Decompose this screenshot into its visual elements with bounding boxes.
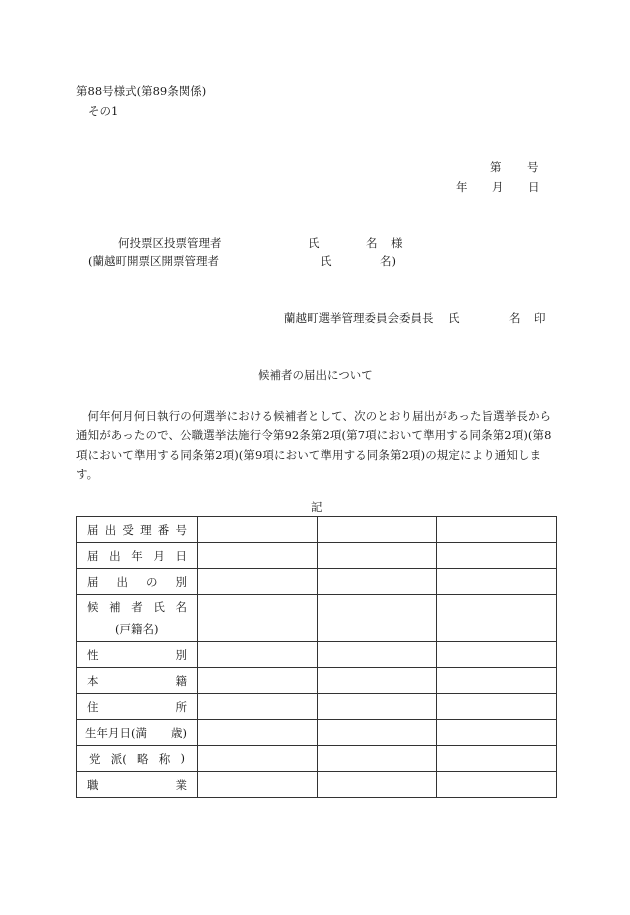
doc-number-dai: 第 [490, 160, 502, 174]
table-cell [437, 772, 557, 798]
table-cell [198, 642, 318, 668]
table-cell [437, 746, 557, 772]
table-row [77, 543, 557, 569]
table-cell [318, 772, 437, 798]
row-label-receipt-number: 届 出 受 理 番 号 [77, 517, 198, 543]
table-cell [318, 746, 437, 772]
table-cell [318, 668, 437, 694]
table-cell [437, 569, 557, 595]
addressee-title-1: 何投票区投票管理者 [118, 236, 222, 250]
table-row [77, 595, 557, 642]
form-sub-number: その1 [88, 104, 119, 118]
addressee-mei-2: 名) [380, 254, 396, 268]
addressee-title-2: (蘭越町開票区開票管理者 [88, 254, 219, 268]
table-row [77, 772, 557, 798]
table-row [77, 517, 557, 543]
table-cell [437, 668, 557, 694]
row-label-domicile: 本 籍 [77, 668, 198, 694]
row-label-address: 住 所 [77, 694, 198, 720]
table-cell [198, 595, 318, 642]
table-cell [437, 517, 557, 543]
table-cell [437, 720, 557, 746]
addressee-shi-2: 氏 [320, 254, 332, 268]
table-cell [198, 694, 318, 720]
table-cell [198, 720, 318, 746]
registered-name-note: (戸籍名) [115, 622, 159, 636]
table-row [77, 720, 557, 746]
table-row [77, 642, 557, 668]
table-row [77, 569, 557, 595]
row-label-filing-type: 届 出 の 別 [77, 569, 198, 595]
table-cell [437, 543, 557, 569]
table-cell [437, 694, 557, 720]
notification-table [76, 516, 557, 798]
row-label-gender: 性 別 [77, 642, 198, 668]
row-label-filing-date: 届 出 年 月 日 [77, 543, 198, 569]
row-label-candidate-name: 候 補 者 氏 名 (戸籍名) [77, 595, 198, 642]
ki-label: 記 [311, 500, 323, 514]
form-number: 第88号様式(第89条関係) [76, 84, 207, 98]
date-day: 日 [528, 180, 540, 194]
table-cell [198, 517, 318, 543]
doc-number-go: 号 [527, 160, 539, 174]
table-row [77, 694, 557, 720]
table-cell [437, 595, 557, 642]
subject-title: 候補者の届出について [258, 368, 373, 382]
table-cell [198, 772, 318, 798]
sender-shi: 氏 [448, 311, 460, 325]
date-year: 年 [456, 180, 468, 194]
table-cell [318, 595, 437, 642]
table-cell [437, 642, 557, 668]
addressee-shi-1: 氏 [308, 236, 320, 250]
addressee-mei-1: 名 [366, 236, 378, 250]
row-label-party: 党 派( 略 称 ) [77, 746, 198, 772]
table-cell [318, 517, 437, 543]
table-row [77, 746, 557, 772]
table-cell [198, 569, 318, 595]
table-cell [318, 569, 437, 595]
table-cell [318, 694, 437, 720]
body-paragraph: 何年何月何日執行の何選挙における候補者として、次のとおり届出があった旨選挙長から通知があったので、公職選挙法施行令第92条第2項(第7項において準用する同条第2項)(第8項において準用する同条第2項)(第9項において準用する同条第2項)の規定により通知します。 [76, 409, 552, 481]
table-cell [198, 746, 318, 772]
table-row [77, 668, 557, 694]
sender-seal: 印 [534, 311, 546, 325]
table-cell [318, 720, 437, 746]
sender-mei: 名 [509, 311, 521, 325]
table-cell [318, 642, 437, 668]
sender-title: 蘭越町選挙管理委員会委員長 [284, 311, 434, 325]
row-label-birthdate: 生年月日(満 歳) [77, 720, 198, 746]
row-label-occupation: 職 業 [77, 772, 198, 798]
table-cell [198, 543, 318, 569]
table-cell [318, 543, 437, 569]
date-month: 月 [492, 180, 504, 194]
addressee-sama: 様 [391, 236, 403, 250]
table-cell [198, 668, 318, 694]
